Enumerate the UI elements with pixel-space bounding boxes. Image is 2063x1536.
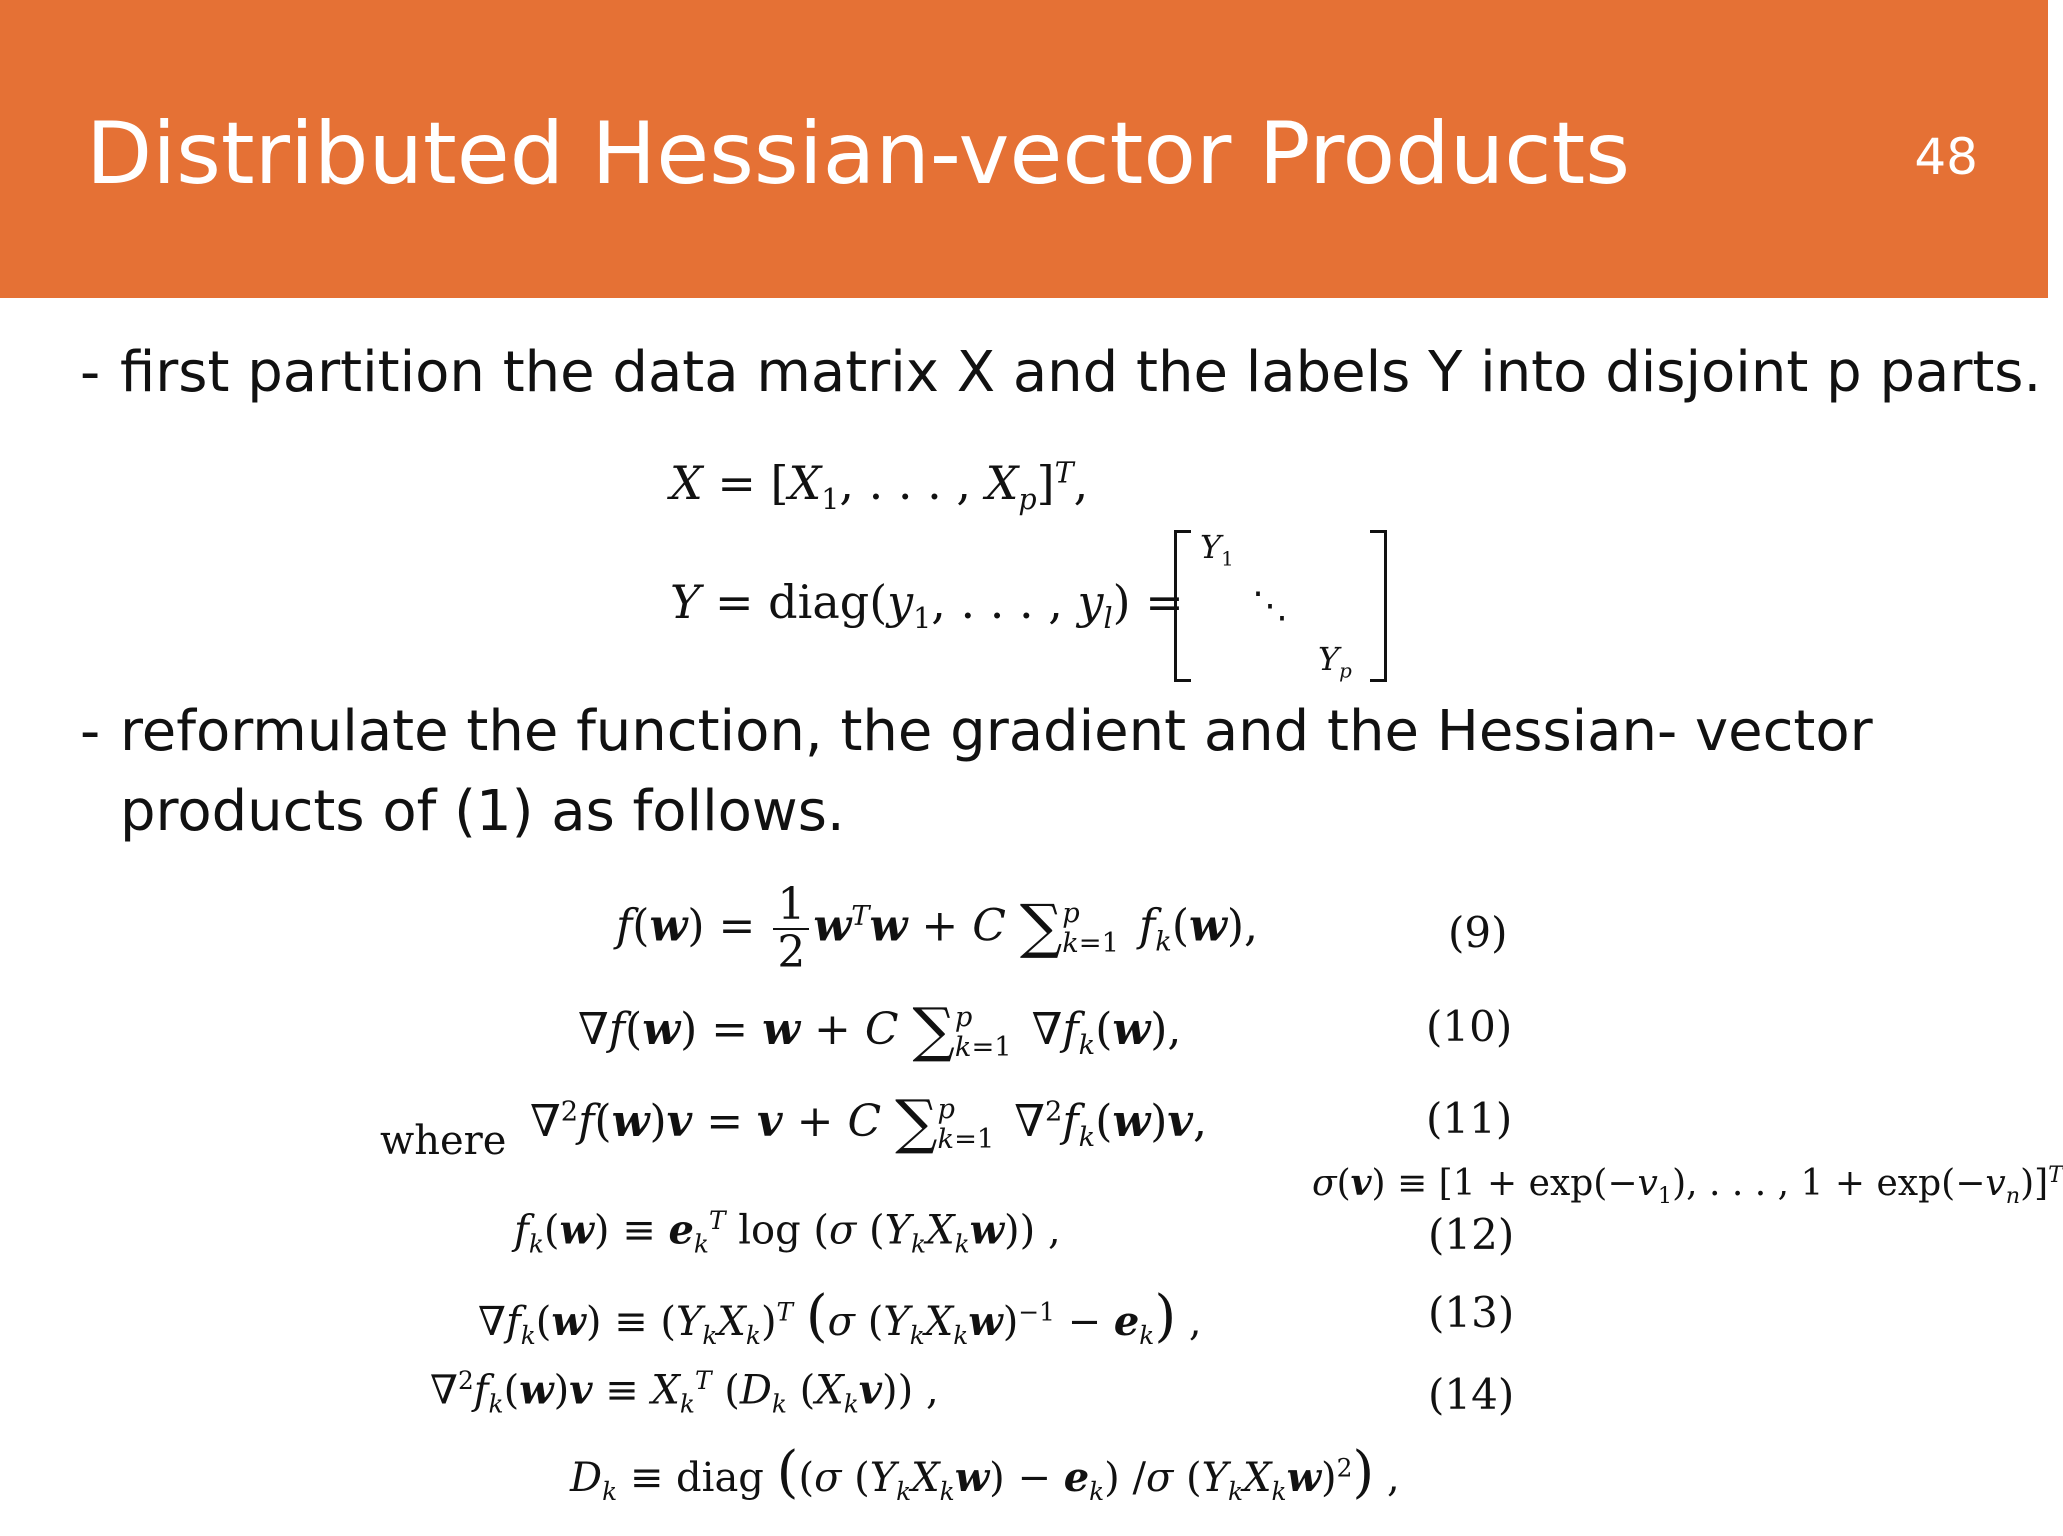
bullet-text-line2: products of (1) as follows. [120,779,845,844]
equation-12: $f_k(w) \equiv e_k^T$ log (σ $(Y_kX_kw)$) , [514,1206,1061,1259]
diag-entry-yp: $Y_p$ [1318,640,1352,683]
bullet-text-line1: reformulate the function, the gradient and the Hessian- vector [120,699,1873,764]
equation-14: $\nabla^2f_k(w)v \equiv X_k^T$ ($D_k$ $(X_kv)$) , [430,1366,939,1419]
sigma-definition: $\sigma(v) \equiv [1 + \exp(-v_1)$, . . . , $1 + \exp(-v_n)]^T$ [1312,1162,2063,1210]
slide-title: Distributed Hessian-vector Products [86,104,1631,204]
title-bar [0,0,2048,298]
where-label: where [380,1118,507,1164]
matrix-right-bracket [1370,530,1387,682]
eq-number-10: (10) [1426,1002,1513,1051]
bullet-dash: - [80,699,101,764]
bullet-partition [80,333,2042,413]
equation-11: ∇$^2$f(w)v = v + C ∑ p k=1 $\nabla^2f_k(w)v$, [530,1088,1207,1157]
bullet-reformulate [80,692,1873,772]
x-definition: $X = [X_1$, . . . , $X_p]^T$, [670,456,1089,517]
equation-13: $\nabla f_k(w) \equiv (Y_kX_k)^T$ (σ $(Y_kX_kw)^{-1} - e_k$) , [478,1284,1202,1350]
equation-10: ∇f(w) = w + C ∑ p k=1 $\nabla f_k(w)$, [578,996,1182,1065]
matrix-left-bracket [1174,530,1191,682]
eq-number-13: (13) [1428,1288,1515,1337]
bullet-reformulate-cont [120,772,845,852]
equation-9: f(w) = $\frac{1}{2}$ $w^Tw + C$ ∑ p k=1 $f_k(w)$, [616,879,1259,979]
equation-dk: $D_k$ ≡ diag ((σ $(Y_kX_kw) - e_k$) /σ $(Y_kX_kw)^2$) , [570,1440,1400,1506]
eq-number-14: (14) [1428,1370,1515,1419]
bullet-dash: - [80,340,101,405]
slide-number: 48 [1914,128,1978,186]
y-definition: $Y = diag(y_1$, . . . , $y_l$) = [670,575,1184,636]
eq-number-12: (12) [1428,1210,1515,1259]
diag-entry-y1: $Y_1$ [1200,528,1234,571]
eq-number-11: (11) [1426,1094,1513,1143]
diag-dots: ⋱ [1252,585,1288,626]
eq-number-9: (9) [1448,908,1508,957]
bullet-text: first partition the data matrix X and the labels Y into disjoint p parts. [120,340,2042,405]
